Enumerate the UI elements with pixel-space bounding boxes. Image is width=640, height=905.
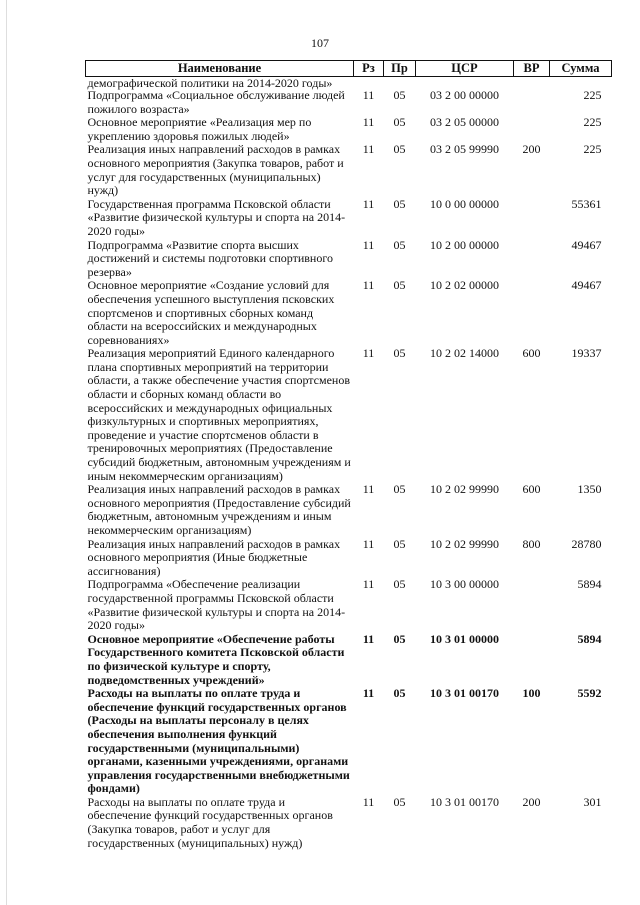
cell-vr xyxy=(514,116,550,143)
cell-sum: 1350 xyxy=(577,482,602,497)
cell-sum: 5894 xyxy=(577,577,602,592)
cell-vr: 200 xyxy=(522,142,541,157)
cell-rz: 11 xyxy=(362,278,375,293)
scan-edge xyxy=(6,0,7,905)
cell-name: Реализация иных направлений расходов в рамках основного мероприятия (Предоставление субсидий бюджетным, автономным учреждениям и иным некоммерческим организациям) xyxy=(87,482,351,537)
table-row xyxy=(86,483,612,537)
cell-name: Основное мероприятие «Обеспечение работы Государственного комитета Псковской области по физической культуре и спорту, подведомственных учреждений» xyxy=(87,631,345,687)
header-vr: ВР xyxy=(514,61,550,77)
table-row xyxy=(86,89,612,116)
cell-vr xyxy=(514,198,550,239)
cell-vr: 100 xyxy=(522,686,541,701)
header-sum: Сумма xyxy=(550,61,612,77)
table-row xyxy=(86,198,612,239)
cell-pr: 05 xyxy=(393,794,406,809)
page-number: 107 xyxy=(311,36,329,50)
cell-vr xyxy=(514,633,550,687)
header-name: Наименование xyxy=(86,61,354,77)
cell-csr: 10 2 02 00000 xyxy=(430,278,499,293)
cell-vr: 600 xyxy=(522,346,541,361)
cell-rz: 11 xyxy=(362,237,375,252)
cell-csr: 03 2 05 00000 xyxy=(430,115,499,130)
cell-pr: 05 xyxy=(393,577,406,592)
cell-vr xyxy=(514,279,550,347)
cell-rz: 11 xyxy=(362,577,375,592)
budget-table xyxy=(85,60,612,850)
cell-sum: 5894 xyxy=(577,631,602,646)
table-row xyxy=(86,796,612,850)
cell-rz: 11 xyxy=(362,346,375,361)
cell-rz: 11 xyxy=(362,482,375,497)
cell-name: Подпрограмма «Обеспечение реализации государственной программы Псковской области «Развитие физической культуры и спорта на 2014-2020 годы» xyxy=(87,577,346,633)
table-row xyxy=(86,347,612,483)
cell-vr xyxy=(514,578,550,632)
cell-name: Государственная программа Псковской области «Развитие физической культуры и спорта на 2014-2020 годы» xyxy=(87,196,346,238)
cell-name: Подпрограмма «Социальное обслуживание людей пожилого возраста» xyxy=(87,88,345,116)
table-row xyxy=(86,578,612,632)
cell-csr: 10 2 00 00000 xyxy=(430,237,499,252)
cell-sum: 55361 xyxy=(571,196,602,211)
table-row xyxy=(86,239,612,280)
cell-name: Расходы на выплаты по оплате труда и обеспечение функций государственных органов (Закупка товаров, работ и услуг для государственных (муниципальных) нужд) xyxy=(87,794,333,850)
table-header-row xyxy=(86,61,612,77)
cell-pr: 05 xyxy=(393,482,406,497)
cell-rz: 11 xyxy=(362,536,375,551)
cell-csr: 10 2 02 14000 xyxy=(430,346,499,361)
budget-table-wrap xyxy=(85,60,611,850)
cell-vr: 200 xyxy=(522,794,541,809)
cell-pr: 05 xyxy=(393,196,406,211)
cell-csr: 10 2 02 99990 xyxy=(430,536,499,551)
cell-name: Основное мероприятие «Реализация мер по укреплению здоровья пожилых людей» xyxy=(87,115,312,143)
cell-csr: 10 3 00 00000 xyxy=(430,577,499,592)
cell-pr: 05 xyxy=(393,142,406,157)
table-row xyxy=(86,116,612,143)
cell-rz: 11 xyxy=(362,115,375,130)
cell-sum: 49467 xyxy=(571,278,602,293)
cell-vr xyxy=(514,239,550,280)
cell-rz: 11 xyxy=(362,142,375,157)
cell-pr: 05 xyxy=(393,631,406,646)
cell-pr: 05 xyxy=(393,278,406,293)
cell-pr: 05 xyxy=(393,536,406,551)
cell-vr xyxy=(514,89,550,116)
table-row xyxy=(86,633,612,687)
cell-csr: 10 0 00 00000 xyxy=(430,196,499,211)
cell-pr: 05 xyxy=(393,88,406,102)
cell-csr: 03 2 00 00000 xyxy=(430,88,499,102)
cell-vr: 800 xyxy=(522,536,541,551)
cell-csr: 10 3 01 00170 xyxy=(430,686,499,701)
cell-name: Основное мероприятие «Создание условий для обеспечения успешного выступления псковских спортсменов и спортивных сборных команд области на всероссийских и международных соревнованиях» xyxy=(87,278,335,347)
table-row xyxy=(86,538,612,579)
cell-name: Реализация иных направлений расходов в рамках основного мероприятия (Закупка товаров, работ и услуг для государственных (муниципальных) нужд) xyxy=(87,142,344,198)
continuation-text: демографической политики на 2014-2020 годы» xyxy=(87,76,333,90)
cell-sum: 49467 xyxy=(571,237,602,252)
cell-vr: 600 xyxy=(522,482,541,497)
cell-rz: 11 xyxy=(362,88,375,102)
header-csr: ЦСР xyxy=(416,61,514,77)
table-row xyxy=(86,279,612,347)
cell-sum: 28780 xyxy=(571,536,602,551)
cell-rz: 11 xyxy=(362,686,375,701)
cell-rz: 11 xyxy=(362,794,375,809)
table-row xyxy=(86,143,612,197)
header-pr: Пр xyxy=(384,61,416,77)
cell-pr: 05 xyxy=(393,686,406,701)
table-row xyxy=(86,687,612,796)
cell-sum: 225 xyxy=(583,142,602,157)
cell-csr: 10 3 01 00000 xyxy=(430,631,499,646)
cell-name: Реализация мероприятий Единого календарного плана спортивных мероприятий на территории области, а также обеспечение участия спортсменов области и сборных команд области во всероссийских и международных официальных физкультурных и спортивных мероприятиях, проведение и участие спортсменов области в тренировочных мероприятиях (Предоставление субсидий бюджетным, автономным учреждениям и иным некоммерческим организациям) xyxy=(87,346,351,483)
cell-sum: 301 xyxy=(583,794,602,809)
cell-pr: 05 xyxy=(393,346,406,361)
cell-csr: 10 2 02 99990 xyxy=(430,482,499,497)
cell-rz: 11 xyxy=(362,196,375,211)
cell-csr: 10 3 01 00170 xyxy=(430,794,499,809)
cell-pr: 05 xyxy=(393,237,406,252)
cell-sum: 225 xyxy=(583,115,602,130)
cell-name: Расходы на выплаты по оплате труда и обеспечение функций государственных органов (Расходы на выплаты персоналу в целях обеспечения выполнения функций государственными (муниципальными) органами, казенными учреждениями, органами управления государственными внебюджетными фондами) xyxy=(87,686,350,796)
cell-sum: 19337 xyxy=(571,346,602,361)
cell-sum: 5592 xyxy=(577,686,602,701)
cell-name: Реализация иных направлений расходов в рамках основного мероприятия (Иные бюджетные ассигнования) xyxy=(87,536,341,578)
cell-csr: 03 2 05 99990 xyxy=(430,142,499,157)
cell-pr: 05 xyxy=(393,115,406,130)
header-rz: Рз xyxy=(354,61,384,77)
cell-rz: 11 xyxy=(362,631,375,646)
cell-name: Подпрограмма «Развитие спорта высших достижений и системы подготовки спортивного резерва» xyxy=(87,237,333,279)
cell-sum: 225 xyxy=(583,88,602,102)
